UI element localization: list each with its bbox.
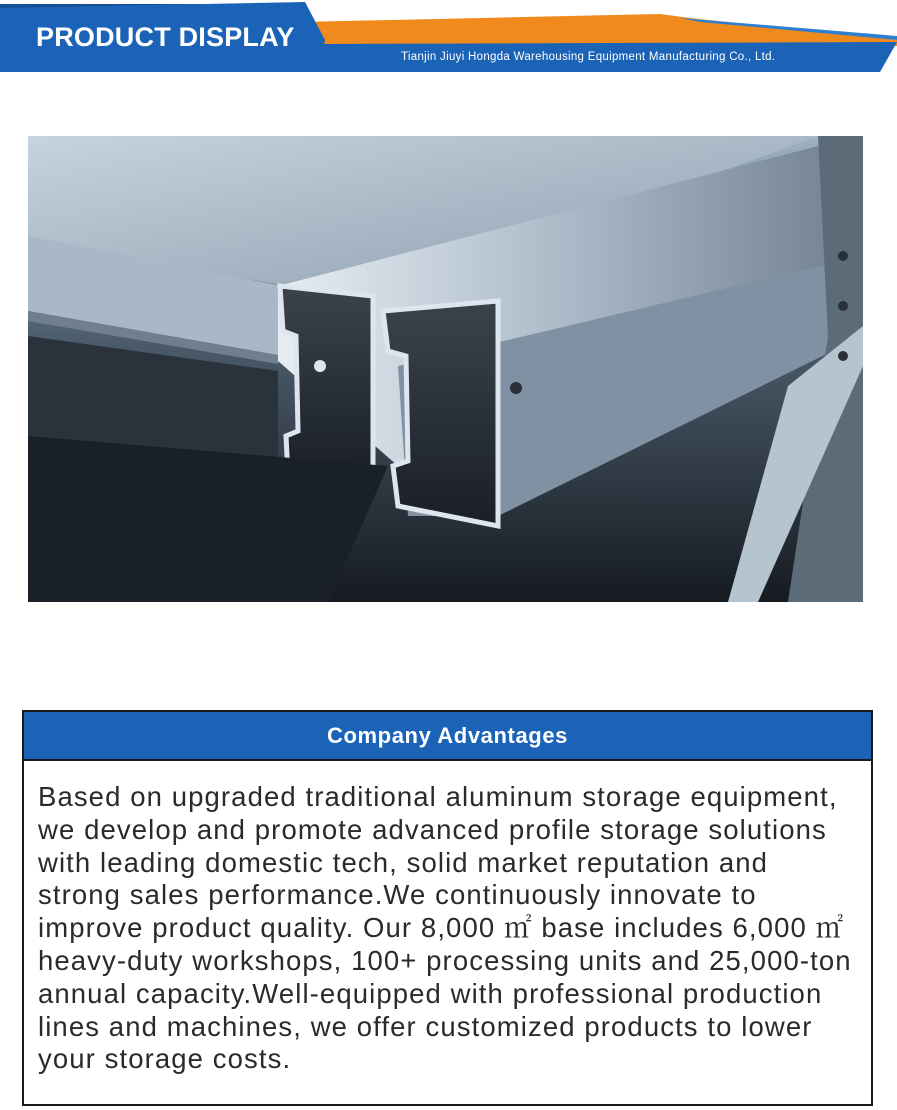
advantages-text: Based on upgraded traditional aluminum storage equipment, we develop and promote advanced profile storage solutions with leading domestic tech, solid market reputation and strong sales performance.We continuously innovate to improve product quality. Our 8,000 ㎡ base includes 6,000 ㎡ heavy-duty workshops, 100+ processing units and 25,000-ton annual capacity.Well-equipped with professional production lines and machines, we offer customized products to lower your storage costs. [38, 781, 852, 1075]
product-photo [28, 136, 863, 602]
header-banner [0, 0, 897, 72]
advantages-header [24, 712, 871, 761]
steel-profile-image [28, 136, 863, 602]
company-name: Tianjin Jiuyi Hongda Warehousing Equipment Manufacturing Co., Ltd. [401, 51, 776, 63]
advantages-title: Company Advantages [326, 722, 569, 748]
page-title: PRODUCT DISPLAY [36, 22, 295, 52]
advantages-panel [22, 710, 873, 1106]
